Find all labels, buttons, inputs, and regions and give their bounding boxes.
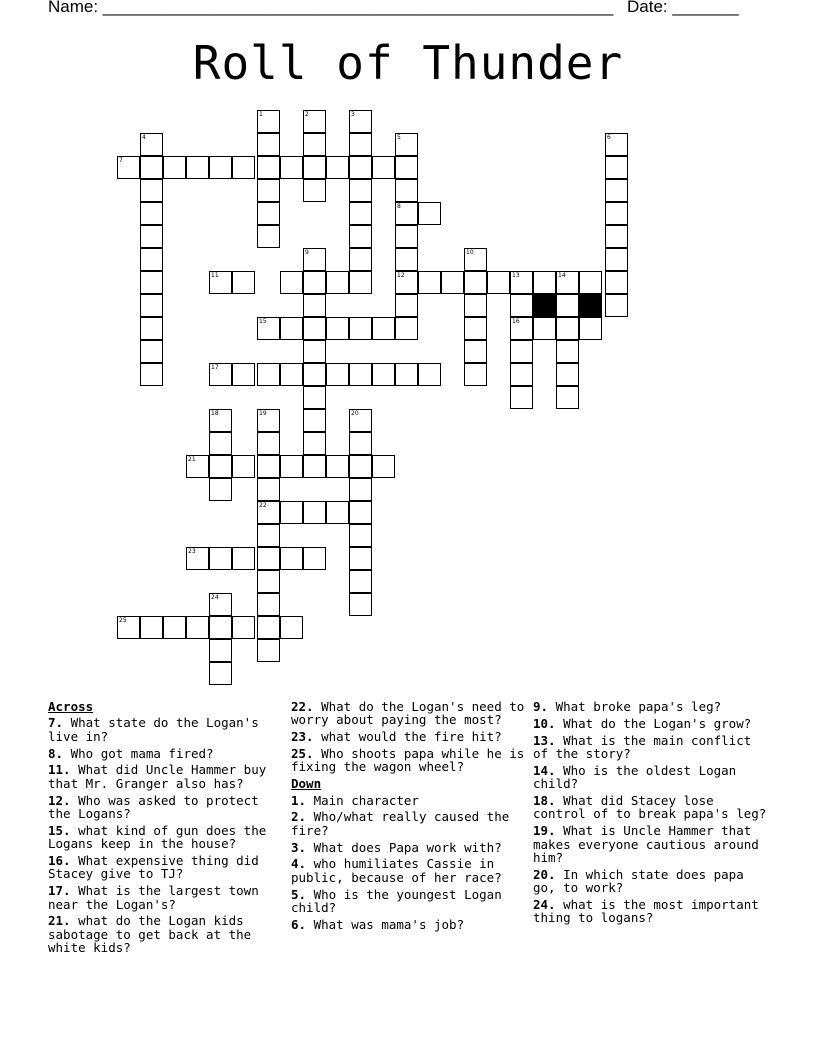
clue-text: Who got mama fired? (63, 745, 214, 761)
crossword-cell[interactable] (303, 432, 326, 455)
clue-text: What state do the Logan's live in? (48, 715, 259, 744)
clue-text: what kind of gun does the Logans keep in the house? (48, 822, 267, 852)
crossword-cell[interactable] (556, 386, 579, 409)
crossword-cell[interactable] (280, 501, 303, 524)
clue-item (533, 764, 773, 791)
clue-number: 16. (48, 853, 71, 869)
clue-text: What does Papa work with? (306, 839, 502, 855)
crossword-cell[interactable] (140, 248, 163, 271)
crossword-cell[interactable] (418, 363, 441, 386)
crossword-black-cell (533, 294, 556, 317)
clue-item (48, 794, 288, 821)
crossword-cell[interactable] (209, 593, 232, 616)
crossword-cell[interactable] (257, 110, 280, 133)
crossword-cell[interactable] (349, 133, 372, 156)
clue-number: 24. (533, 897, 556, 913)
crossword-cell[interactable] (349, 225, 372, 248)
clue-text: what do the Logan kids sabotage to get back at the white kids? (48, 913, 252, 956)
crossword-cell[interactable] (372, 455, 395, 478)
clue-number: 1. (291, 792, 307, 808)
crossword-cell[interactable] (257, 639, 280, 662)
clue-text: What did Stacey lose control of to break papa's leg? (533, 793, 767, 822)
crossword-cell[interactable] (418, 202, 441, 225)
clue-item (48, 747, 288, 760)
clue-text: Who is the oldest Logan child? (533, 762, 737, 792)
crossword-cell[interactable] (257, 179, 280, 202)
crossword-cell[interactable] (605, 225, 628, 248)
crossword-cell[interactable] (349, 179, 372, 202)
crossword-cell[interactable] (556, 340, 579, 363)
clue-item (48, 824, 288, 851)
crossword-cell[interactable] (605, 248, 628, 271)
crossword-cell[interactable] (209, 409, 232, 432)
cell-number: 4 (142, 134, 146, 141)
crossword-cell[interactable] (556, 317, 579, 340)
clue-item (291, 918, 527, 931)
clue-item (533, 868, 773, 895)
crossword-cell[interactable] (232, 271, 255, 294)
crossword-cell[interactable] (349, 409, 372, 432)
name-field-label: Name: ______________________________________________________ (48, 0, 614, 16)
crossword-cell[interactable] (140, 133, 163, 156)
crossword-cell[interactable] (140, 616, 163, 639)
crossword-cell[interactable] (257, 225, 280, 248)
crossword-cell[interactable] (140, 179, 163, 202)
crossword-cell[interactable] (464, 317, 487, 340)
clue-text: What was mama's job? (306, 916, 465, 932)
crossword-cell[interactable] (464, 340, 487, 363)
crossword-cell[interactable] (303, 179, 326, 202)
crossword-cell[interactable] (303, 409, 326, 432)
crossword-cell[interactable] (605, 133, 628, 156)
clue-text: Who/what really caused the fire? (291, 809, 510, 838)
crossword-cell[interactable] (349, 501, 372, 524)
crossword-cell[interactable] (140, 225, 163, 248)
crossword-cell[interactable] (303, 340, 326, 363)
cell-number: 16 (512, 318, 520, 325)
clue-number: 13. (533, 732, 556, 748)
crossword-cell[interactable] (418, 271, 441, 294)
crossword-cell[interactable] (303, 294, 326, 317)
crossword-cell[interactable] (556, 294, 579, 317)
clue-number: 2. (291, 809, 307, 825)
crossword-cell[interactable] (186, 547, 209, 570)
crossword-cell[interactable] (257, 593, 280, 616)
clue-text: Who was asked to protect the Logans? (48, 792, 259, 822)
clue-text: What is the largest town near the Logan's? (48, 883, 259, 912)
crossword-cell[interactable] (140, 317, 163, 340)
cell-number: 13 (512, 272, 520, 279)
crossword-cell[interactable] (349, 363, 372, 386)
crossword-cell[interactable] (349, 156, 372, 179)
clue-item (291, 700, 527, 727)
crossword-cell[interactable] (303, 271, 326, 294)
crossword-cell[interactable] (349, 202, 372, 225)
crossword-cell[interactable] (163, 156, 186, 179)
cell-number: 23 (188, 548, 196, 555)
clue-text: Main character (306, 792, 419, 808)
crossword-cell[interactable] (280, 317, 303, 340)
crossword-cell[interactable] (232, 616, 255, 639)
crossword-cell[interactable] (372, 156, 395, 179)
crossword-cell[interactable] (117, 616, 140, 639)
cell-number: 15 (259, 318, 267, 325)
clue-number: 25. (291, 746, 314, 761)
cell-number: 14 (558, 272, 566, 279)
crossword-cell[interactable] (257, 616, 280, 639)
crossword-black-cell (579, 294, 602, 317)
clue-item (291, 841, 527, 854)
crossword-cell[interactable] (441, 271, 464, 294)
crossword-cell[interactable] (349, 593, 372, 616)
crossword-cell[interactable] (303, 133, 326, 156)
crossword-cell[interactable] (257, 432, 280, 455)
clue-number: 3. (291, 839, 307, 855)
crossword-cell[interactable] (186, 616, 209, 639)
crossword-cell[interactable] (209, 478, 232, 501)
clue-number: 4. (291, 856, 307, 872)
cell-number: 5 (397, 134, 401, 141)
crossword-cell[interactable] (303, 317, 326, 340)
clue-number: 5. (291, 886, 307, 902)
clue-item (533, 717, 773, 730)
crossword-cell[interactable] (487, 271, 510, 294)
crossword-cell[interactable] (257, 409, 280, 432)
clue-text: What is the main conflict of the story? (533, 732, 752, 761)
cell-number: 18 (211, 410, 219, 417)
clues-column-3 (533, 700, 773, 928)
cell-number: 2 (305, 111, 309, 118)
crossword-cell[interactable] (326, 455, 349, 478)
crossword-cell[interactable] (303, 156, 326, 179)
clue-item (291, 747, 527, 774)
crossword-cell[interactable] (556, 271, 579, 294)
clue-item (291, 888, 527, 915)
crossword-cell[interactable] (257, 363, 280, 386)
crossword-cell[interactable] (510, 294, 533, 317)
crossword-cell[interactable] (510, 340, 533, 363)
clue-item (48, 763, 288, 790)
clue-number: 21. (48, 913, 71, 929)
crossword-cell[interactable] (605, 156, 628, 179)
crossword-cell[interactable] (303, 455, 326, 478)
clue-item (48, 716, 288, 743)
crossword-cell[interactable] (140, 156, 163, 179)
crossword-cell[interactable] (605, 271, 628, 294)
puzzle-title: Roll of Thunder (192, 36, 624, 90)
clue-item (533, 734, 773, 761)
clue-number: 20. (533, 866, 556, 882)
crossword-cell[interactable] (209, 156, 232, 179)
crossword-cell[interactable] (464, 248, 487, 271)
clue-text: What expensive thing did Stacey give to TJ? (48, 853, 259, 882)
crossword-cell[interactable] (303, 363, 326, 386)
crossword-cell[interactable] (140, 202, 163, 225)
crossword-cell[interactable] (232, 455, 255, 478)
crossword-cell[interactable] (372, 363, 395, 386)
crossword-cell[interactable] (372, 317, 395, 340)
clue-number: 17. (48, 883, 71, 899)
crossword-cell[interactable] (510, 271, 533, 294)
clue-section-heading: Across (48, 699, 94, 714)
clue-section-heading: Down (291, 776, 322, 792)
crossword-cell[interactable] (209, 455, 232, 478)
crossword-cell[interactable] (395, 294, 418, 317)
clue-item (48, 884, 288, 911)
clue-number: 8. (48, 745, 64, 761)
crossword-cell[interactable] (303, 248, 326, 271)
crossword-cell[interactable] (464, 363, 487, 386)
clue-item (291, 730, 527, 743)
crossword-cell[interactable] (605, 294, 628, 317)
crossword-cell[interactable] (209, 616, 232, 639)
crossword-cell[interactable] (326, 501, 349, 524)
crossword-cell[interactable] (257, 156, 280, 179)
clue-number: 22. (291, 699, 314, 714)
clue-number: 10. (533, 715, 556, 731)
crossword-cell[interactable] (257, 202, 280, 225)
clue-item (48, 914, 288, 954)
cell-number: 17 (211, 364, 219, 371)
crossword-cell[interactable] (349, 524, 372, 547)
crossword-cell[interactable] (232, 156, 255, 179)
crossword-cell[interactable] (349, 248, 372, 271)
crossword-cell[interactable] (395, 133, 418, 156)
crossword-cell[interactable] (510, 317, 533, 340)
crossword-cell[interactable] (464, 271, 487, 294)
crossword-cell[interactable] (232, 363, 255, 386)
crossword-cell[interactable] (140, 363, 163, 386)
crossword-cell[interactable] (349, 478, 372, 501)
crossword-cell[interactable] (163, 616, 186, 639)
clue-item (291, 857, 527, 884)
crossword-cell[interactable] (209, 547, 232, 570)
clue-item (291, 810, 527, 837)
clue-text: what is the most important thing to logans? (533, 897, 759, 926)
crossword-cell[interactable] (349, 455, 372, 478)
cell-number: 9 (305, 249, 309, 256)
clue-number: 15. (48, 822, 71, 838)
crossword-cell[interactable] (257, 133, 280, 156)
crossword-cell[interactable] (209, 662, 232, 685)
clue-item (533, 824, 773, 864)
crossword-cell[interactable] (326, 317, 349, 340)
crossword-cell[interactable] (280, 271, 303, 294)
cell-number: 19 (259, 410, 267, 417)
crossword-cell[interactable] (280, 363, 303, 386)
clue-item (533, 898, 773, 925)
crossword-cell[interactable] (326, 156, 349, 179)
clue-number: 11. (48, 762, 71, 778)
crossword-cell[interactable] (349, 271, 372, 294)
crossword-cell[interactable] (257, 478, 280, 501)
crossword-cell[interactable] (303, 386, 326, 409)
crossword-cell[interactable] (209, 271, 232, 294)
clue-text: what would the fire hit? (313, 729, 502, 745)
cell-number: 11 (211, 272, 219, 279)
clue-item (533, 794, 773, 821)
crossword-cell[interactable] (232, 547, 255, 570)
clue-item (291, 794, 527, 807)
clue-text: What is Uncle Hammer that makes everyone cautious around him? (533, 823, 759, 866)
crossword-cell[interactable] (605, 202, 628, 225)
crossword-cell[interactable] (140, 271, 163, 294)
date-field-label: Date: _______ (627, 0, 739, 16)
cell-number: 20 (351, 410, 359, 417)
crossword-cell[interactable] (257, 455, 280, 478)
clue-item (48, 854, 288, 881)
clue-number: 9. (533, 699, 549, 714)
clue-text: What broke papa's leg? (548, 699, 722, 714)
clue-text: Who shoots papa while he is fixing the wagon wheel? (291, 746, 525, 775)
crossword-cell[interactable] (280, 616, 303, 639)
clue-number: 7. (48, 715, 64, 731)
crossword-cell[interactable] (349, 570, 372, 593)
crossword-cell[interactable] (349, 110, 372, 133)
cell-number: 3 (351, 111, 355, 118)
crossword-cell[interactable] (280, 156, 303, 179)
crossword-cell[interactable] (395, 317, 418, 340)
cell-number: 7 (119, 157, 123, 164)
crossword-cell[interactable] (395, 363, 418, 386)
crossword-cell[interactable] (257, 570, 280, 593)
crossword-cell[interactable] (395, 248, 418, 271)
crossword-cell[interactable] (349, 547, 372, 570)
cell-number: 21 (188, 456, 196, 463)
crossword-cell[interactable] (186, 455, 209, 478)
crossword-cell[interactable] (349, 432, 372, 455)
crossword-cell[interactable] (533, 317, 556, 340)
crossword-cell[interactable] (303, 110, 326, 133)
crossword-cell[interactable] (280, 547, 303, 570)
crossword-cell[interactable] (395, 202, 418, 225)
crossword-cell[interactable] (326, 271, 349, 294)
crossword-cell[interactable] (395, 225, 418, 248)
crossword-cell[interactable] (186, 156, 209, 179)
crossword-cell[interactable] (395, 271, 418, 294)
crossword-cell[interactable] (326, 363, 349, 386)
crossword-cell[interactable] (257, 524, 280, 547)
crossword-cell[interactable] (280, 455, 303, 478)
clue-text: What do the Logan's grow? (555, 715, 752, 731)
crossword-cell[interactable] (510, 386, 533, 409)
crossword-cell[interactable] (257, 317, 280, 340)
crossword-cell[interactable] (303, 547, 326, 570)
cell-number: 25 (119, 617, 127, 624)
crossword-cell[interactable] (349, 317, 372, 340)
crossword-cell[interactable] (579, 317, 602, 340)
cell-number: 10 (466, 249, 474, 256)
crossword-cell[interactable] (140, 294, 163, 317)
crossword-cell[interactable] (510, 363, 533, 386)
crossword-cell[interactable] (257, 501, 280, 524)
crossword-cell[interactable] (533, 271, 556, 294)
clue-text: Who is the youngest Logan child? (291, 886, 502, 916)
crossword-cell[interactable] (464, 294, 487, 317)
clue-number: 6. (291, 916, 307, 932)
cell-number: 1 (259, 111, 263, 118)
crossword-cell[interactable] (209, 432, 232, 455)
clue-number: 14. (533, 762, 556, 778)
crossword-cell[interactable] (303, 501, 326, 524)
clue-number: 18. (533, 793, 556, 808)
crossword-cell[interactable] (140, 340, 163, 363)
crossword-cell[interactable] (556, 363, 579, 386)
crossword-cell[interactable] (605, 179, 628, 202)
clue-text: What do the Logan's need to worry about paying the most? (291, 699, 525, 728)
crossword-cell[interactable] (209, 363, 232, 386)
cell-number: 24 (211, 594, 219, 601)
crossword-cell[interactable] (257, 547, 280, 570)
clues-column-1 (48, 700, 288, 958)
crossword-cell[interactable] (395, 156, 418, 179)
clue-item (533, 700, 773, 713)
cell-number: 12 (397, 272, 405, 279)
clue-text: In which state does papa go, to work? (533, 866, 744, 896)
crossword-cell[interactable] (117, 156, 140, 179)
cell-number: 8 (397, 203, 401, 210)
cell-number: 6 (607, 134, 611, 141)
clues-column-2 (291, 700, 527, 935)
crossword-cell[interactable] (579, 271, 602, 294)
clue-text: who humiliates Cassie in public, because of her race? (291, 856, 502, 885)
cell-number: 22 (259, 502, 267, 509)
clue-number: 19. (533, 823, 556, 839)
crossword-cell[interactable] (395, 179, 418, 202)
crossword-cell[interactable] (209, 639, 232, 662)
clue-text: What did Uncle Hammer buy that Mr. Granger also has? (48, 762, 267, 791)
clue-number: 12. (48, 792, 71, 808)
clue-number: 23. (291, 729, 314, 745)
